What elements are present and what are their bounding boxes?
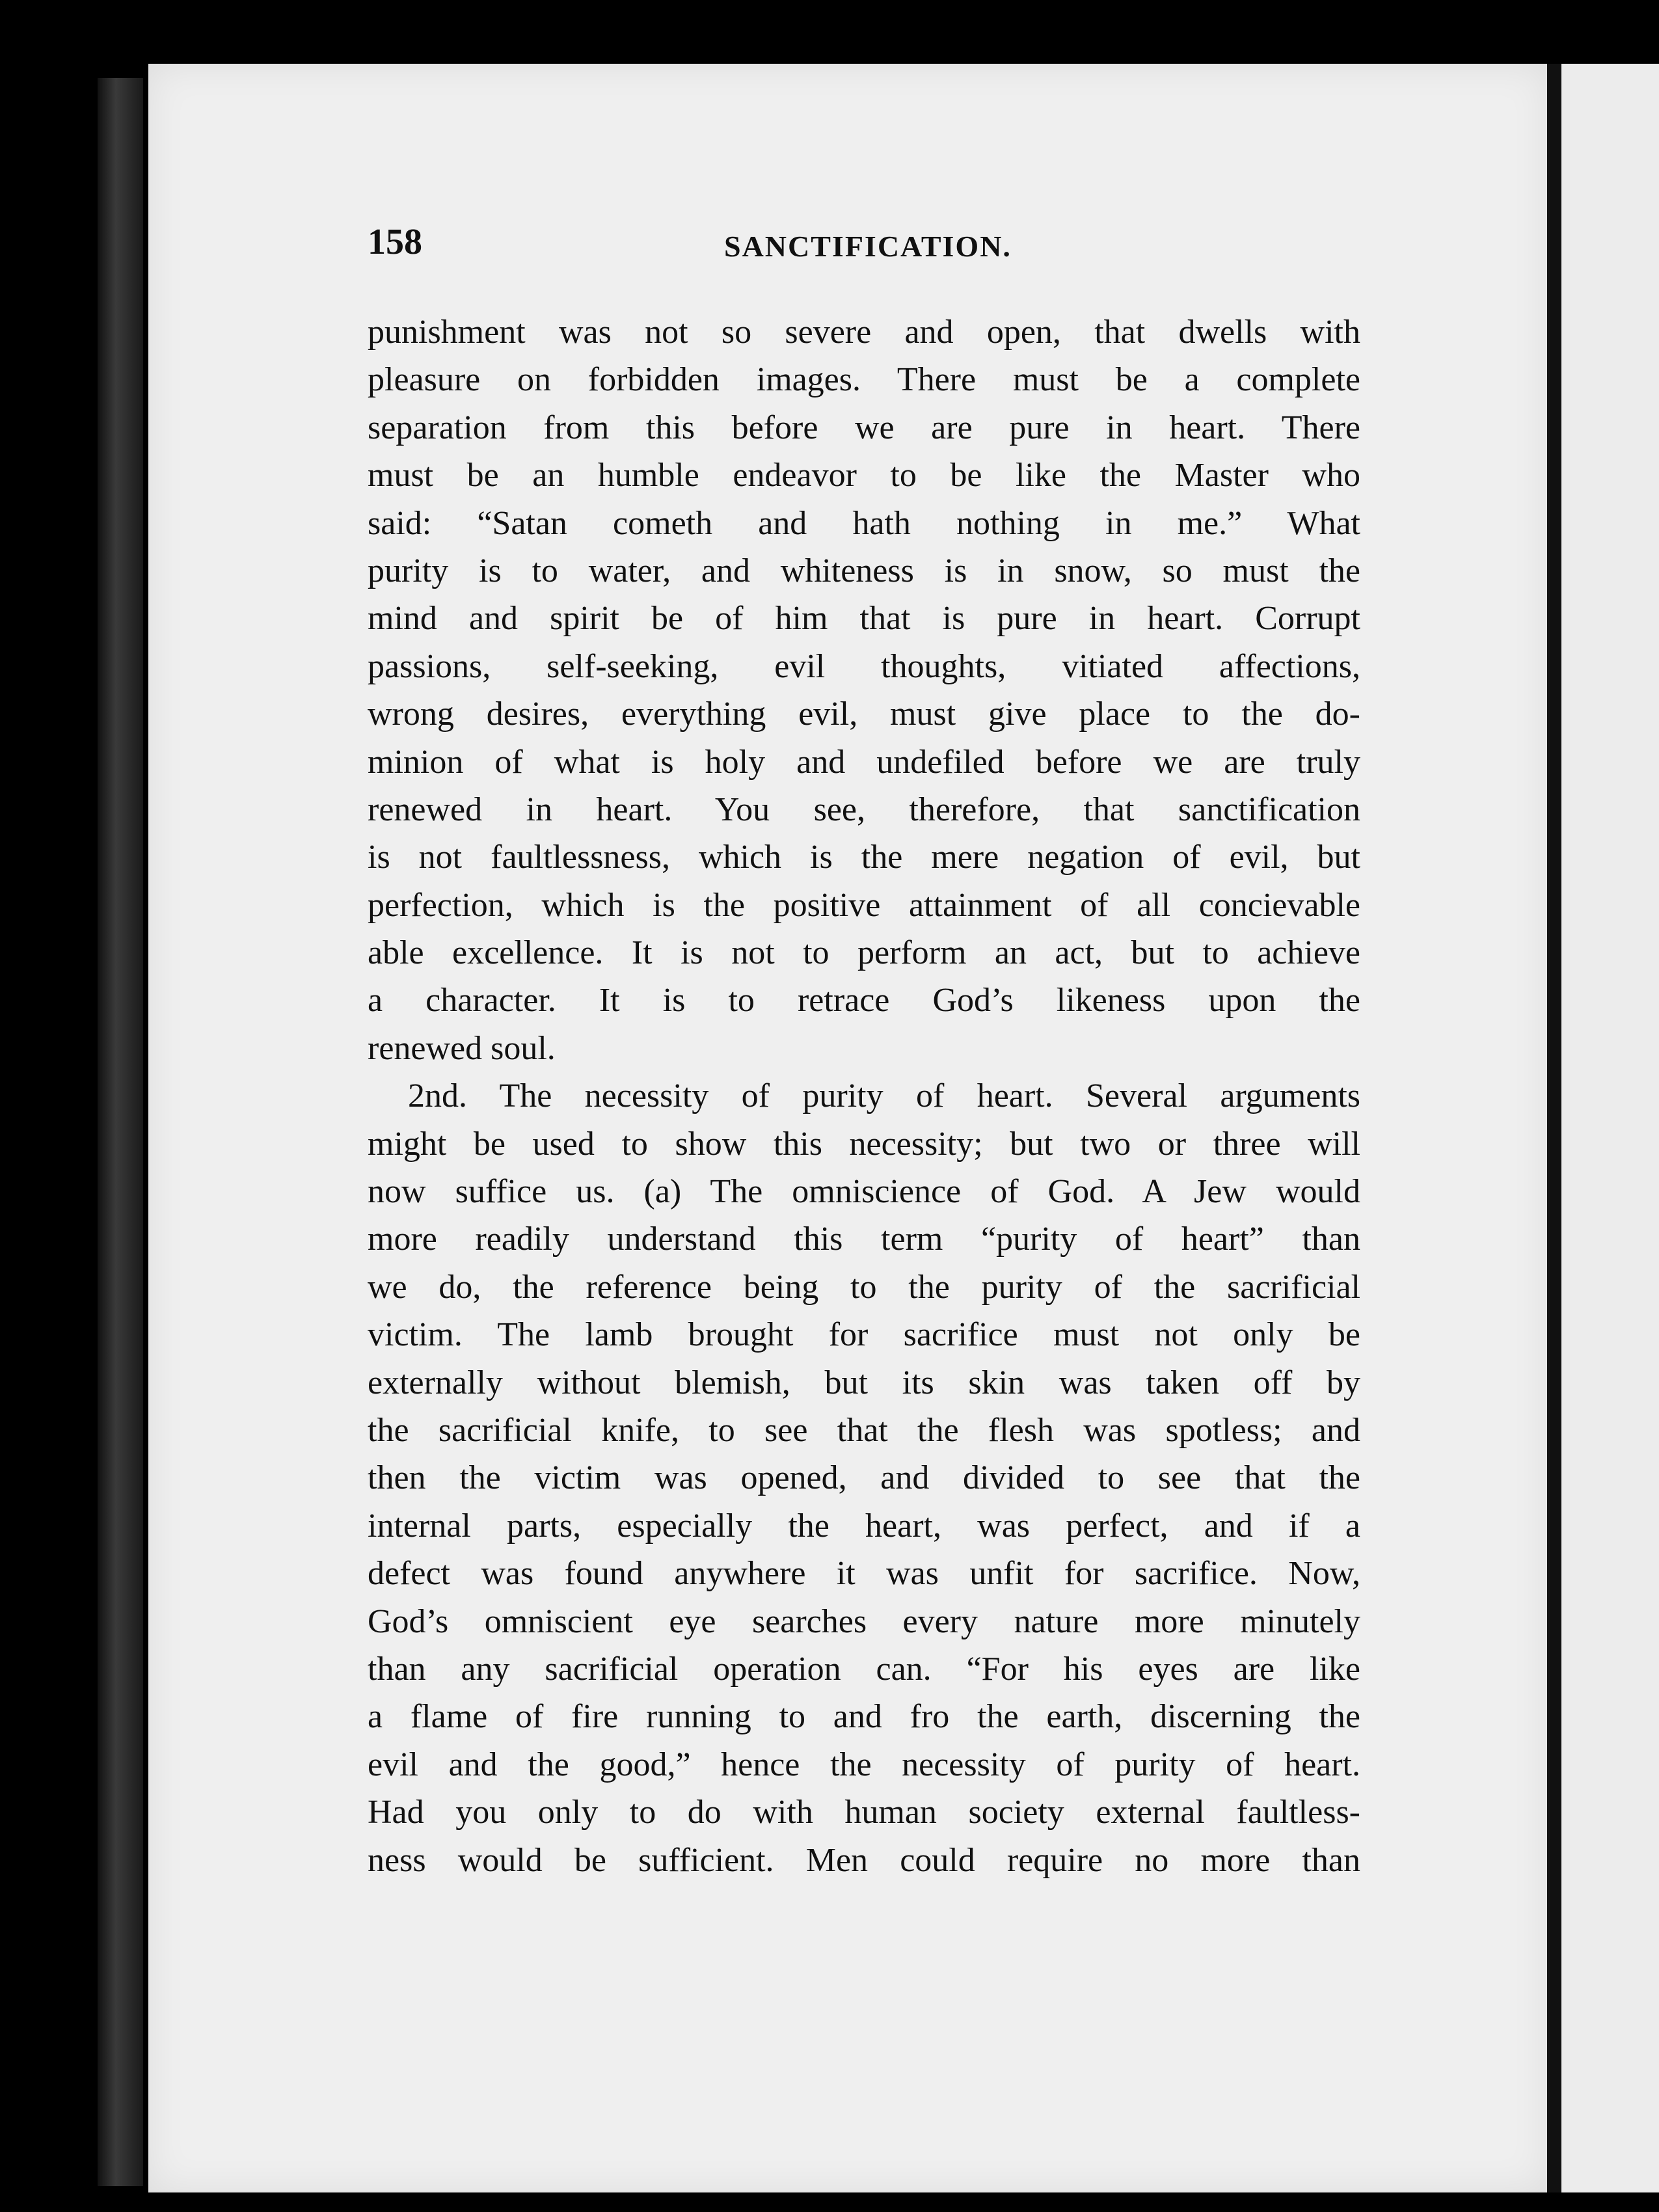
text-line: then the victim was opened, and divided to see that the	[368, 1459, 1360, 1497]
text-line: perfection, which is the positive attainment of all concievable	[368, 886, 1360, 924]
text-line: pleasure on forbidden images. There must be a complete	[368, 361, 1360, 399]
text-line: defect was found anywhere it was unfit for sacrifice. Now,	[368, 1555, 1360, 1593]
page-header	[368, 221, 1360, 273]
text-line: able excellence. It is not to perform an act, but to achieve	[368, 934, 1360, 972]
text-line: must be an humble endeavor to be like the Master who	[368, 457, 1360, 494]
text-line: the sacrificial knife, to see that the flesh was spotless; and	[368, 1411, 1360, 1449]
text-line: a character. It is to retrace God’s likeness upon the	[368, 982, 1360, 1019]
body-text	[368, 308, 1360, 1884]
text-line: God’s omniscient eye searches every nature more minutely	[368, 1602, 1360, 1640]
text-line: 2nd. The necessity of purity of heart. Several arguments	[408, 1077, 1360, 1115]
text-line: Had you only to do with human society external faultless-	[368, 1794, 1360, 1831]
text-line: renewed soul.	[368, 1029, 556, 1067]
text-line: a flame of fire running to and fro the earth, discerning the	[368, 1698, 1360, 1736]
text-line: said: “Satan cometh and hath nothing in me.” What	[368, 504, 1360, 542]
adjacent-page-edge	[1561, 64, 1659, 2192]
text-line: wrong desires, everything evil, must give place to the do-	[368, 695, 1360, 733]
text-line: internal parts, especially the heart, was perfect, and if a	[368, 1507, 1360, 1544]
text-line: more readily understand this term “purity of heart” than	[368, 1221, 1360, 1258]
text-line: separation from this before we are pure in heart. There	[368, 409, 1360, 446]
text-line: mind and spirit be of him that is pure in heart. Corrupt	[368, 600, 1360, 638]
text-line: might be used to show this necessity; but two or three will	[368, 1125, 1360, 1163]
page-number: 158	[368, 222, 422, 262]
text-line: is not faultlessness, which is the mere negation of evil, but	[368, 839, 1360, 876]
text-line: we do, the reference being to the purity of the sacrificial	[368, 1268, 1360, 1306]
text-line: purity is to water, and whiteness is in snow, so must the	[368, 552, 1360, 589]
text-line: externally without blemish, but its skin was taken off by	[368, 1364, 1360, 1401]
text-line: punishment was not so severe and open, that dwells with	[368, 314, 1360, 351]
running-head: SANCTIFICATION.	[724, 230, 1012, 263]
text-line: ness would be sufficient. Men could require no more than	[368, 1841, 1360, 1879]
book-gutter	[1547, 64, 1561, 2192]
text-line: than any sacrificial operation can. “For his eyes are like	[368, 1650, 1360, 1688]
text-line: evil and the good,” hence the necessity of purity of heart.	[368, 1746, 1360, 1783]
text-line: now suffice us. (a) The omniscience of God. A Jew would	[368, 1173, 1360, 1211]
text-line: minion of what is holy and undefiled before we are truly	[368, 743, 1360, 781]
book-left-edge	[98, 78, 143, 2186]
text-line: passions, self-seeking, evil thoughts, vitiated affections,	[368, 647, 1360, 685]
text-line: victim. The lamb brought for sacrifice must not only be	[368, 1316, 1360, 1354]
text-line: renewed in heart. You see, therefore, that sanctification	[368, 790, 1360, 828]
